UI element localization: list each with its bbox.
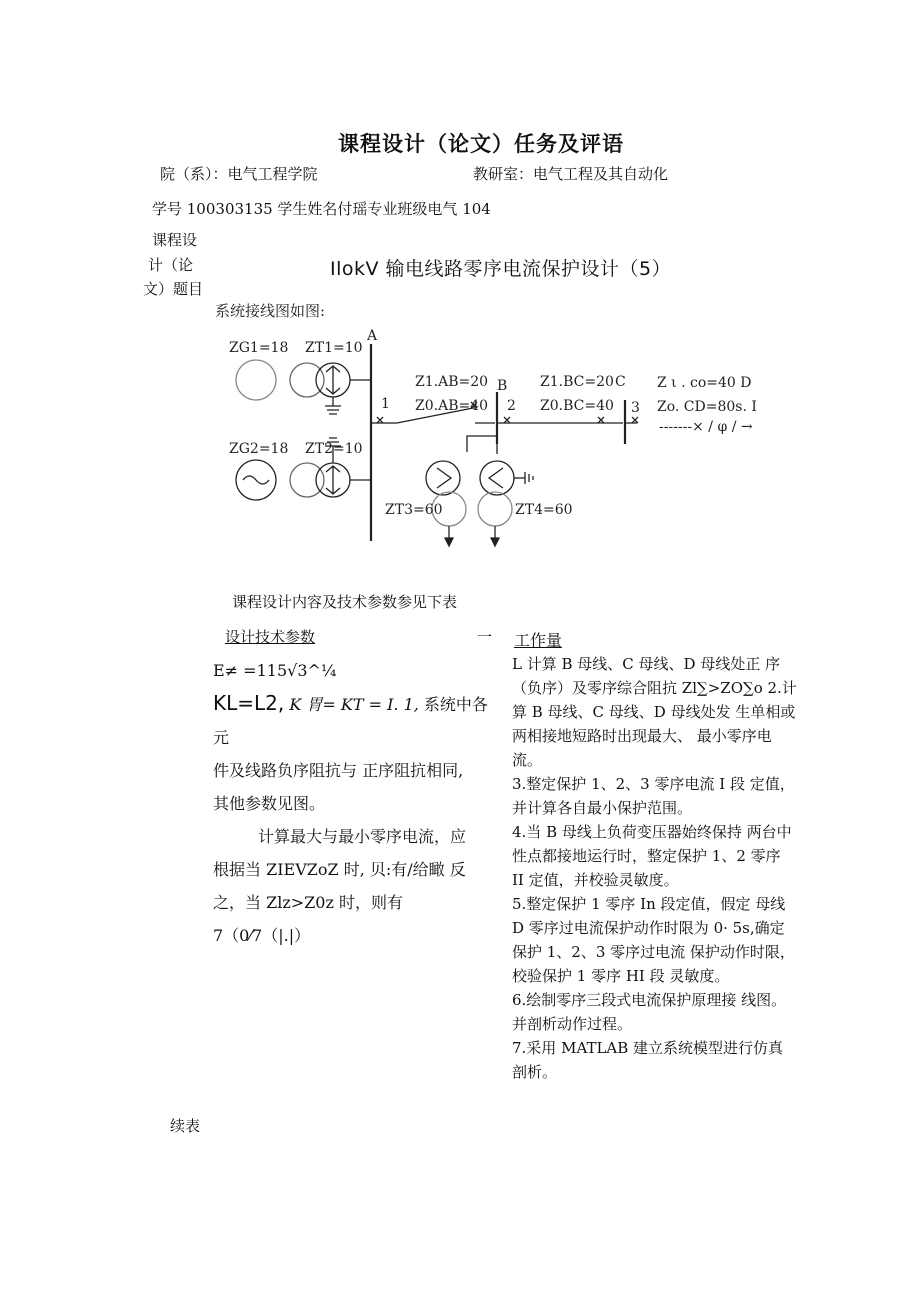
param-line-2-rest: 系统中各元	[213, 695, 488, 747]
param-line-6: 根据当 ZIEVZoZ 时, 贝:有/给瞰 反	[213, 860, 466, 879]
breaker-2-label: 2	[507, 398, 516, 414]
workload-item: 7.采用 MATLAB 建立系统模型进行仿真剖析。	[512, 1039, 784, 1081]
workload-item: 4.当 B 母线上负荷变压器始终保持 两台中性点都接地运行时，整定保护 1、2 零序 II 定值，并校验灵敏度。	[512, 823, 792, 889]
label-cd-positive: Z ι . co=40 D	[657, 375, 752, 391]
param-kl: KL=L2,	[213, 691, 285, 715]
label-cd-line: -------× / φ / →	[659, 419, 753, 435]
workload-item: L 计算 B 母线、C 母线、D 母线处正 序（负序）及零序综合阻抗 Zl∑>ZO∑o 2.计算 B 母线、C 母线、D 母线处发 生单相或两相接地短路时出现最大、 最小零序电流。	[512, 655, 797, 769]
label-z1bc: Z1.BC=20	[540, 374, 614, 390]
params-column	[213, 654, 503, 952]
label-zt4: ZT4=60	[515, 502, 573, 518]
workload-item: 6.绘制零序三段式电流保护原理接 线图。并剖析动作过程。	[512, 991, 787, 1033]
params-header-dash: 一	[477, 628, 493, 646]
workload-item: 3.整定保护 1、2、3 零序电流 I 段 定值，并计算各自最小保护范围。	[512, 775, 795, 817]
param-line-5: 计算最大与最小零序电流，应	[258, 827, 467, 846]
topic-label-line1: 课程设	[152, 231, 198, 249]
param-line-7: 之，当 Zlz>Z0z 时，则有	[213, 893, 403, 912]
params-header-label: 设计技术参数	[225, 628, 316, 646]
param-line-2	[213, 687, 503, 754]
label-zg1: ZG1=18	[229, 340, 289, 356]
label-z1ab: Z1.AB=20	[415, 374, 489, 390]
workload-item: 5.整定保护 1 零序 In 段定值，假定 母线 D 零序过电流保护动作时限为 0· 5s,确定保护 1、2、3 零序过电流 保护动作时限，校验保护 1 零序 HI 段 灵敏度。	[512, 895, 795, 985]
student-info-line: 学号 100303135 学生姓名付瑶专业班级电气 104	[152, 200, 491, 218]
breaker-3-label: 3	[631, 400, 640, 416]
workload-header: 工作量	[514, 631, 563, 650]
label-zt1: ZT1=10	[305, 340, 363, 356]
param-line-1: E≠ =115√3^¼	[213, 661, 337, 680]
param-line-3: 件及线路负序阻抗与 正序阻抗相同,	[213, 761, 464, 780]
teaching-office-text: 教研室：电气工程及其自动化	[473, 165, 669, 183]
params-header	[225, 626, 493, 647]
transformer-t2-primary-icon	[290, 463, 324, 497]
diagram-caption: 系统接线图如图:	[215, 302, 326, 320]
department-text: 院（系）：电气工程学院	[160, 165, 318, 183]
topic-label-line2: 计（论	[148, 256, 194, 274]
transformer-t1-primary-icon	[290, 363, 324, 397]
label-zg2: ZG2=18	[229, 441, 289, 457]
generator-g1-icon	[236, 360, 276, 400]
label-z0bc: Z0.BC=40	[540, 398, 614, 414]
transformer-t4-icon	[480, 461, 514, 495]
label-bus-a: A	[367, 328, 378, 344]
param-k: K 胃= KT = I. 1,	[284, 695, 419, 714]
topic-label-line3: 文）题目	[143, 280, 204, 298]
page-title: 课程设计（论文）任务及评语	[338, 132, 624, 156]
param-line-8: 7（0⁄7（|.|）	[213, 926, 311, 945]
label-bus-c: C	[615, 374, 626, 390]
label-cd-zero: Zo. CD=80s. I	[657, 399, 757, 415]
topic-title: IlokV 输电线路零序电流保护设计（5）	[330, 258, 672, 280]
param-line-4: 其他参数见图。	[213, 794, 326, 813]
workload-column	[512, 652, 797, 1084]
label-z0ab: Z0.AB=40	[415, 398, 489, 414]
system-wiring-diagram	[205, 296, 815, 558]
label-zt2: ZT2=10	[305, 441, 363, 457]
label-bus-b: B	[497, 378, 508, 394]
transformer-t3-icon	[426, 461, 460, 495]
intro-text: 课程设计内容及技术参数参见下表	[232, 593, 458, 611]
breaker-1-label: 1	[381, 396, 390, 412]
label-zt3: ZT3=60	[385, 502, 443, 518]
continued-label: 续表	[170, 1117, 201, 1135]
